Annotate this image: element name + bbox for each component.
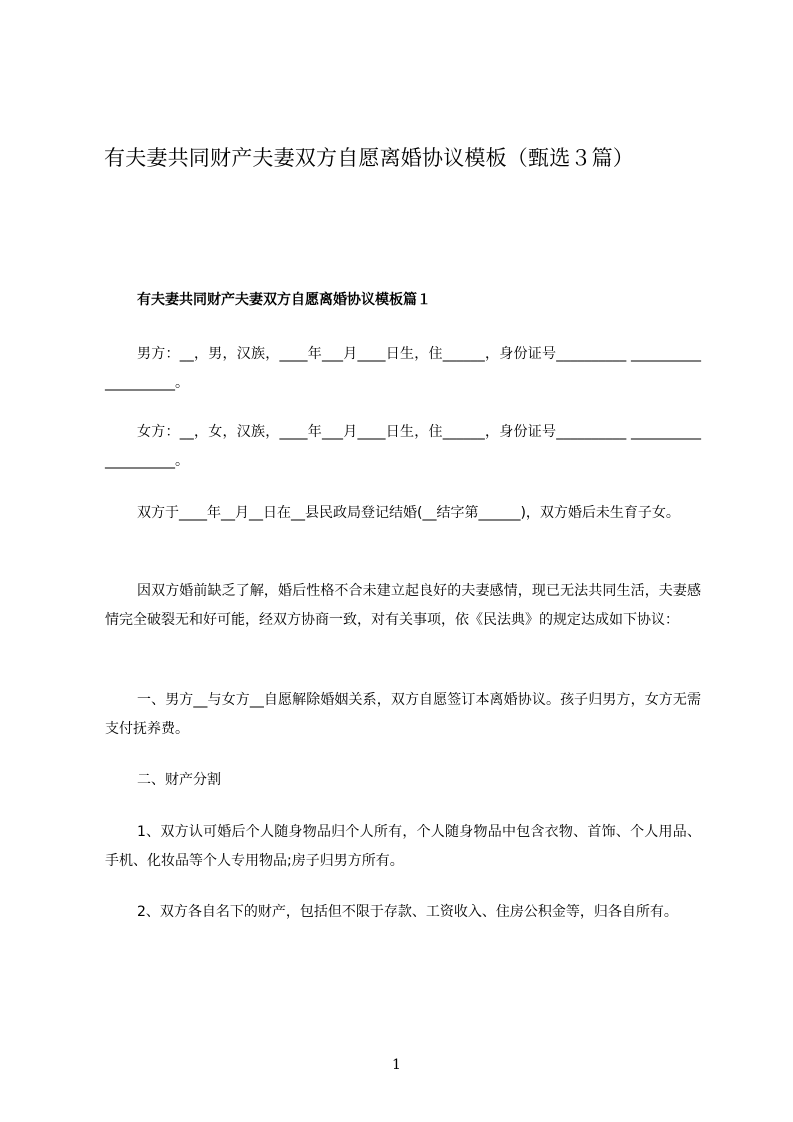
paragraph-property-item-2: 2、双方各自名下的财产，包括但不限于存款、工资收入、住房公积金等，归各自所有。	[137, 904, 678, 920]
section-heading: 有夫妻共同财产夫妻双方自愿离婚协议模板篇１	[137, 292, 431, 308]
paragraph-property-division-heading: 二、财产分割	[137, 772, 221, 788]
paragraph-female-party: 女方：__，女，汉族，____年___月____日生，住______，身份证号__________ ____________________。	[105, 424, 701, 469]
paragraph-clause-one: 一、男方__与女方__自愿解除婚姻关系，双方自愿签订本离婚协议。孩子归男方，女方无需支付抚养费。	[105, 692, 701, 737]
paragraph-marriage-registration: 双方于____年__月__日在__县民政局登记结婚(__结字第______)，双方婚后未生育子女。	[137, 505, 680, 521]
document-title: 有夫妻共同财产夫妻双方自愿离婚协议模板（甄选３篇）	[104, 146, 634, 170]
page-number: 1	[392, 1057, 401, 1073]
paragraph-divorce-reason: 因双方婚前缺乏了解，婚后性格不合未建立起良好的夫妻感情，现已无法共同生活，夫妻感情完全破裂无和好可能，经双方协商一致，对有关事项，依《民法典》的规定达成如下协议：	[105, 583, 701, 628]
paragraph-property-item-1: 1、双方认可婚后个人随身物品归个人所有，个人随身物品中包含衣物、首饰、个人用品、手机、化妆品等个人专用物品;房子归男方所有。	[105, 824, 701, 869]
paragraph-male-party: 男方：__，男，汉族，____年___月____日生，住______，身份证号__________ ____________________。	[105, 346, 701, 391]
